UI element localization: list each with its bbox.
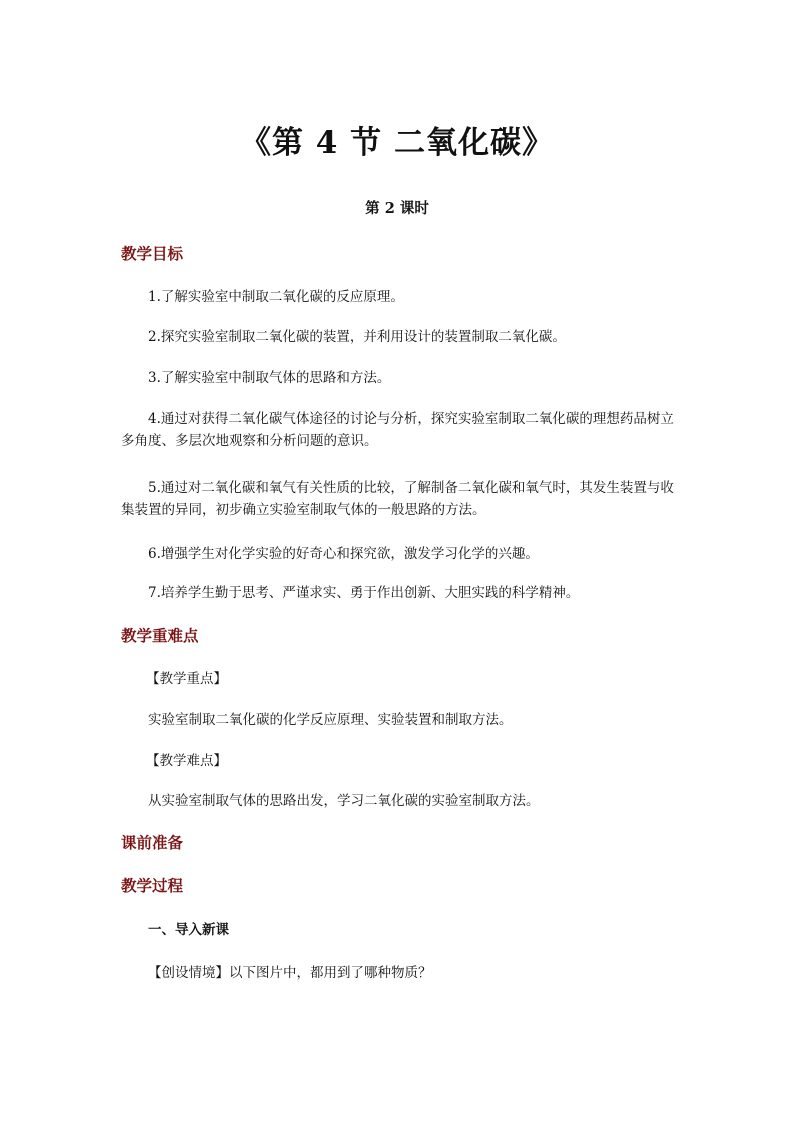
difficulty-text: 从实验室制取气体的思路出发，学习二氧化碳的实验室制取方法。: [148, 793, 540, 809]
document-title: 《第 4 节 二氧化碳》: [240, 125, 554, 161]
focus-text: 实验室制取二氧化碳的化学反应原理、实验装置和制取方法。: [148, 712, 513, 728]
focus-label: 【教学重点】: [146, 671, 227, 687]
objective-item-2: 2.探究实验室制取二氧化碳的装置，并利用设计的装置制取二氧化碳。: [148, 329, 566, 345]
process-heading: 教学过程: [121, 876, 184, 895]
objective-item-4: 4.通过对获得二氧化碳气体途径的讨论与分析，探究实验室制取二氧化碳的理想药品树立多角度、多层次地观察和分析问题的意识。: [121, 411, 674, 449]
preparation-heading: 课前准备: [121, 833, 184, 852]
objective-item-7: 7.培养学生勤于思考、严谨求实、勇于作出创新、大胆实践的科学精神。: [148, 585, 580, 601]
objectives-heading: 教学目标: [121, 244, 184, 263]
objective-item-3: 3.了解实验室中制取气体的思路和方法。: [148, 370, 391, 386]
objective-item-1: 1.了解实验室中制取二氧化碳的反应原理。: [148, 289, 404, 305]
step1-title: 一、导入新课: [148, 922, 229, 938]
key-points-heading: 教学重难点: [121, 626, 199, 645]
lesson-subtitle: 第 2 课时: [365, 200, 429, 217]
objective-item-5: 5.通过对二氧化碳和氧气有关性质的比较，了解制备二氧化碳和氧气时，其发生装置与收集装置的异同，初步确立实验室制取气体的一般思路的方法。: [121, 480, 674, 518]
difficulty-label: 【教学难点】: [146, 753, 227, 769]
objective-item-6: 6.增强学生对化学实验的好奇心和探究欲，激发学习化学的兴趣。: [148, 546, 539, 562]
step1-text: 【创设情境】以下图片中，都用到了哪种物质？: [148, 965, 432, 981]
